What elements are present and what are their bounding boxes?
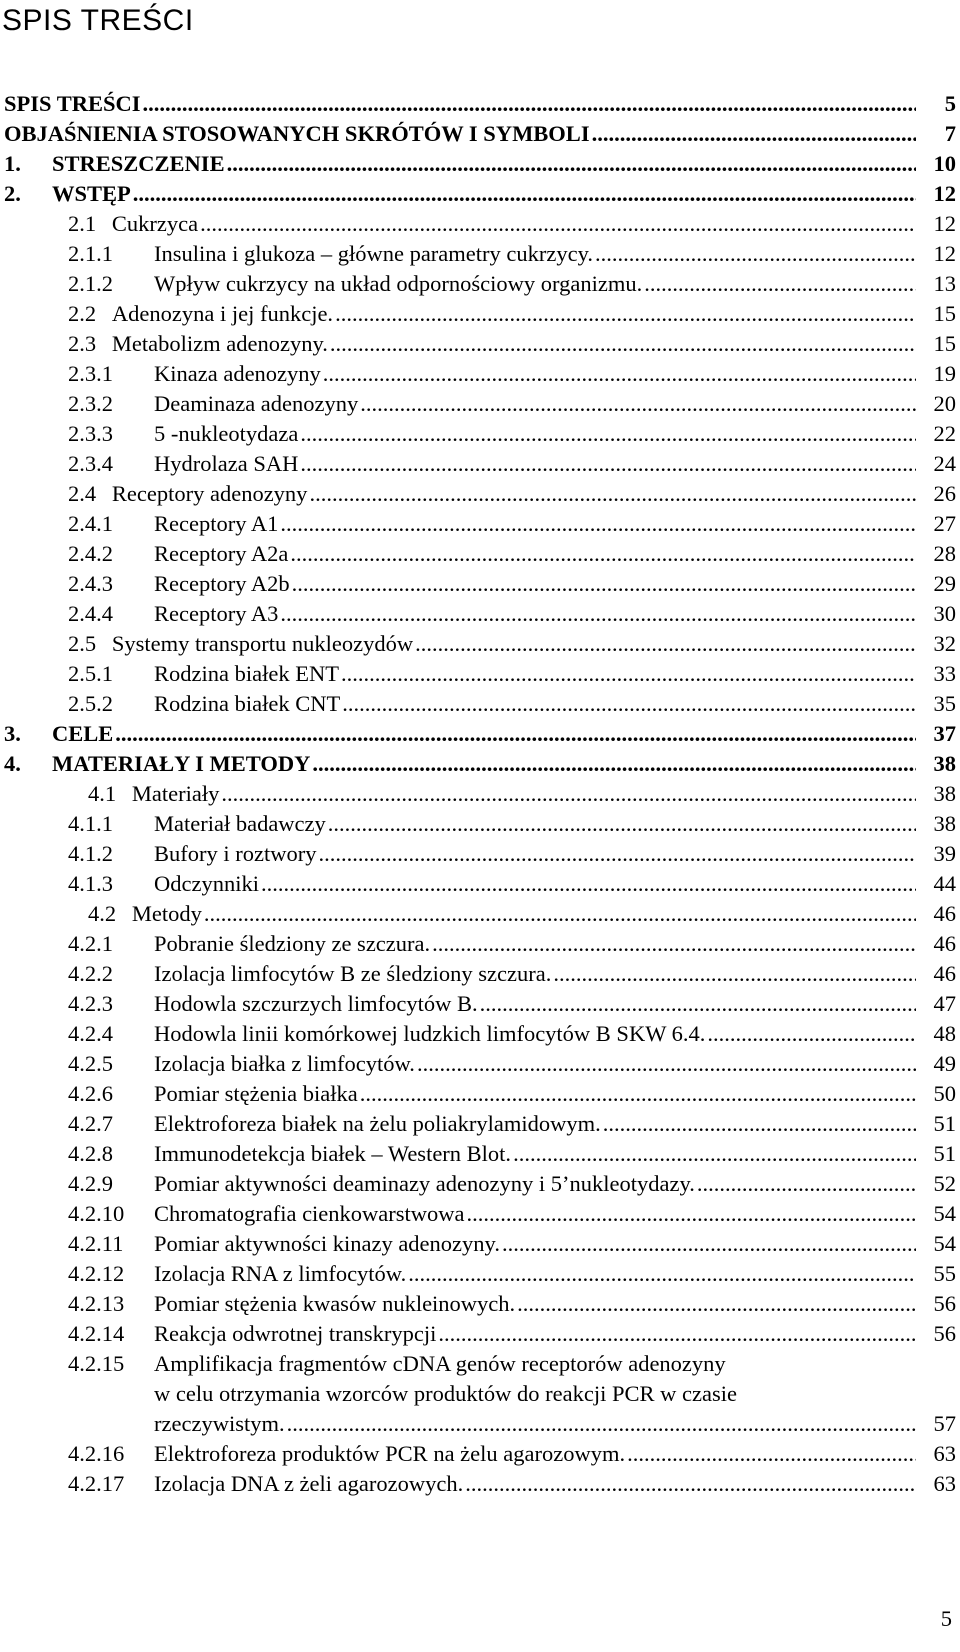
dot-leader: [467, 1199, 916, 1229]
dot-leader: [517, 1289, 916, 1319]
dot-leader: [432, 929, 916, 959]
page-title: SPIS TREŚCI: [2, 4, 194, 37]
toc-entry-number: 2.3.3: [68, 421, 113, 446]
toc-entry-number: 4.2.7: [68, 1111, 113, 1136]
dot-leader: [341, 659, 916, 689]
toc-entry-page: 57: [933, 1411, 956, 1436]
dot-leader: [330, 329, 916, 359]
toc-entry-page: 12: [933, 241, 956, 266]
toc-entry-title: Rodzina białek ENT: [154, 661, 339, 686]
toc-entry[interactable]: [4, 599, 956, 629]
toc-entry[interactable]: [4, 629, 956, 659]
toc-entry-page: 39: [933, 841, 956, 866]
toc-entry-page: 27: [933, 511, 956, 536]
dot-leader: [292, 569, 916, 599]
toc-entry-number: 4.2.11: [68, 1231, 124, 1256]
toc-entry[interactable]: [4, 1439, 956, 1469]
toc-entry-number: 4.2.6: [68, 1081, 113, 1106]
toc-entry-title: Receptory A2a: [154, 541, 289, 566]
toc-entry-title: Metody: [131, 901, 202, 926]
toc-entry-number: 2.2: [68, 301, 97, 326]
toc-entry[interactable]: [4, 1469, 956, 1499]
toc-entry[interactable]: [4, 809, 956, 839]
toc-entry-title: Elektroforeza produktów PCR na żelu agarozowym.: [154, 1441, 626, 1466]
dot-leader: [221, 779, 916, 809]
dot-leader: [143, 89, 916, 119]
toc-entry-page: 56: [933, 1291, 956, 1316]
toc-entry-page: 33: [933, 661, 956, 686]
dot-leader: [323, 359, 916, 389]
toc-entry-number: 2.1.1: [68, 241, 113, 266]
toc-entry-number: 2.4: [68, 481, 97, 506]
dot-leader: [287, 1409, 916, 1439]
dot-leader: [200, 209, 916, 239]
toc-entry-page: 13: [933, 271, 956, 296]
toc-entry-page: 26: [933, 481, 956, 506]
toc-entry[interactable]: [4, 989, 956, 1019]
toc-entry[interactable]: [4, 209, 956, 239]
dot-leader: [415, 629, 916, 659]
toc-entry-page: 52: [933, 1171, 956, 1196]
toc-entry-number: 2.5: [68, 631, 97, 656]
toc-entry-page: 51: [933, 1141, 956, 1166]
toc-entry-number: 1.: [4, 151, 21, 176]
dot-leader: [290, 539, 916, 569]
toc-entry-number: 3.: [4, 721, 21, 746]
toc-entry-page: 55: [933, 1261, 956, 1286]
dot-leader: [553, 959, 916, 989]
toc-entry-page: 46: [933, 961, 956, 986]
toc-entry-number: 4.1.3: [68, 871, 113, 896]
toc-entry-page: 46: [933, 931, 956, 956]
toc-entry-page: 51: [933, 1111, 956, 1136]
toc-entry-page: 29: [933, 571, 956, 596]
dot-leader: [312, 749, 916, 779]
toc-entry-number: 2.4.1: [68, 511, 113, 536]
toc-entry[interactable]: [4, 1169, 956, 1199]
dot-leader: [309, 479, 916, 509]
dot-leader: [707, 1019, 916, 1049]
toc-entry-title: WSTĘP: [52, 181, 131, 206]
toc-entry-page: 12: [933, 181, 956, 206]
toc-entry-number: 4.2.15: [68, 1351, 125, 1376]
toc-entry-number: 4.: [4, 751, 21, 776]
dot-leader: [204, 899, 916, 929]
toc-entry[interactable]: [4, 1379, 956, 1409]
toc-entry-title: Systemy transportu nukleozydów: [111, 631, 414, 656]
dot-leader: [133, 179, 916, 209]
toc-entry[interactable]: [4, 1049, 956, 1079]
toc-entry-title: Pomiar aktywności kinazy adenozyny.: [154, 1231, 500, 1256]
toc-entry[interactable]: [4, 659, 956, 689]
toc-entry-number: 2.4.4: [68, 601, 113, 626]
toc-entry-page: 38: [933, 811, 956, 836]
toc-entry-number: 2.3.1: [68, 361, 113, 386]
toc-entry-page: 46: [933, 901, 956, 926]
dot-leader: [603, 1109, 916, 1139]
dot-leader: [115, 719, 916, 749]
toc-entry-page: 7: [944, 121, 956, 146]
toc-entry-title: Pomiar stężenia białka: [154, 1081, 358, 1106]
toc-entry[interactable]: [4, 1409, 956, 1439]
toc-entry[interactable]: [4, 689, 956, 719]
toc-entry-page: 63: [933, 1441, 956, 1466]
dot-leader: [342, 689, 916, 719]
toc-entry-page: 56: [933, 1321, 956, 1346]
toc-entry-number: 2.5.1: [68, 661, 113, 686]
toc-entry[interactable]: [4, 269, 956, 299]
toc-entry-title: Rodzina białek CNT: [154, 691, 341, 716]
toc-entry-page: 28: [933, 541, 956, 566]
toc-entry-number: 4.2.9: [68, 1171, 113, 1196]
toc-entry-title: Cukrzyca: [111, 211, 199, 236]
toc-entry[interactable]: [4, 119, 956, 149]
toc-entry[interactable]: [4, 1079, 956, 1109]
toc-entry-title: Adenozyna i jej funkcje.: [111, 301, 334, 326]
toc-entry-page: 12: [933, 211, 956, 236]
toc-entry-page: 38: [933, 781, 956, 806]
toc-entry-number: 2.5.2: [68, 691, 113, 716]
toc-entry-title: Hodowla linii komórkowej ludzkich limfocytów B SKW 6.4.: [154, 1021, 706, 1046]
toc-entry-number: 4.1.1: [68, 811, 113, 836]
toc-entry-number: 4.2.5: [68, 1051, 113, 1076]
toc-entry-page: 22: [933, 421, 956, 446]
toc-entry-number: 4.2.2: [68, 961, 113, 986]
toc-entry-number: 4.2.17: [68, 1471, 125, 1496]
toc-entry-title: Amplifikacja fragmentów cDNA genów receptorów adenozyny: [154, 1351, 726, 1376]
dot-leader: [480, 989, 916, 1019]
toc-entry[interactable]: [4, 779, 956, 809]
toc-entry-page: 30: [933, 601, 956, 626]
toc-entry[interactable]: [4, 1259, 956, 1289]
toc-entry[interactable]: [4, 899, 956, 929]
toc-entry-page: 37: [933, 721, 956, 746]
toc-entry-title: Elektroforeza białek na żelu poliakrylamidowym.: [154, 1111, 601, 1136]
toc-entry[interactable]: [4, 479, 956, 509]
toc-entry-page: 38: [933, 751, 956, 776]
dot-leader: [280, 599, 916, 629]
toc-entry-page: 35: [933, 691, 956, 716]
toc-entry[interactable]: [4, 569, 956, 599]
toc-entry-page: 54: [933, 1231, 956, 1256]
toc-entry-title: Receptory adenozyny: [111, 481, 308, 506]
toc-entry-title: Chromatografia cienkowarstwowa: [154, 1201, 465, 1226]
toc-entry-page: 15: [933, 331, 956, 356]
toc-entry-page: 10: [933, 151, 956, 176]
toc-entry-number: 4.2.16: [68, 1441, 125, 1466]
toc-entry-title: OBJAŚNIENIA STOSOWANYCH SKRÓTÓW I SYMBOLI: [4, 121, 590, 146]
toc-entry-title: Pomiar aktywności deaminazy adenozyny i 5’nukleotydazy.: [154, 1171, 695, 1196]
toc-entry[interactable]: [4, 719, 956, 749]
toc-entry-title: MATERIAŁY I METODY: [52, 751, 311, 776]
dot-leader: [465, 1469, 916, 1499]
toc-entry[interactable]: [4, 839, 956, 869]
dot-leader: [438, 1319, 916, 1349]
toc-entry[interactable]: [4, 1229, 956, 1259]
toc-entry-title: Deaminaza adenozyny: [154, 391, 359, 416]
dot-leader: [697, 1169, 916, 1199]
toc-entry-title: Receptory A2b: [154, 571, 290, 596]
dot-leader: [627, 1439, 916, 1469]
toc-entry-number: 4.2.1: [68, 931, 113, 956]
dot-leader: [502, 1229, 916, 1259]
toc-entry-title: Pomiar stężenia kwasów nukleinowych.: [154, 1291, 516, 1316]
dot-leader: [417, 1049, 916, 1079]
toc-entry-number: 2.4.2: [68, 541, 113, 566]
toc-entry-number: 2.1.2: [68, 271, 113, 296]
toc-entry-title: Izolacja RNA z limfocytów.: [154, 1261, 407, 1286]
toc-entry-title: CELE: [52, 721, 114, 746]
toc-entry-number: 4.1: [88, 781, 117, 806]
toc-entry[interactable]: [4, 1349, 956, 1379]
toc-entry-title: Wpływ cukrzycy na układ odpornościowy organizmu.: [154, 271, 643, 296]
toc-entry[interactable]: [4, 359, 956, 389]
toc-entry[interactable]: [4, 239, 956, 269]
toc-entry-page: 15: [933, 301, 956, 326]
toc-entry-title: Metabolizm adenozyny.: [111, 331, 328, 356]
dot-leader: [328, 809, 916, 839]
toc-entry-page: 54: [933, 1201, 956, 1226]
toc-entry[interactable]: [4, 149, 956, 179]
toc-entry-page: 47: [933, 991, 956, 1016]
toc-entry-number: 2.: [4, 181, 21, 206]
toc-entry-number: 4.2.10: [68, 1201, 125, 1226]
toc-entry-page: 63: [933, 1471, 956, 1496]
toc-entry-title: Receptory A1: [154, 511, 279, 536]
toc-entry-title: Pobranie śledziony ze szczura.: [154, 931, 431, 956]
toc-entry[interactable]: [4, 449, 956, 479]
toc-entry[interactable]: [4, 89, 956, 119]
toc-entry-number: 2.3.4: [68, 451, 113, 476]
toc-entry[interactable]: [4, 1319, 956, 1349]
page-number: 5: [940, 1606, 952, 1631]
toc-entry-title: STRESZCZENIE: [52, 151, 225, 176]
dot-leader: [513, 1139, 916, 1169]
toc-entry-number: 4.2.3: [68, 991, 113, 1016]
toc-entry-title: Odczynniki: [154, 871, 259, 896]
toc-entry-title: Receptory A3: [154, 601, 279, 626]
toc-entry-page: 50: [933, 1081, 956, 1106]
toc-entry[interactable]: [4, 299, 956, 329]
toc-entry[interactable]: [4, 179, 956, 209]
toc-entry[interactable]: [4, 929, 956, 959]
toc-entry[interactable]: [4, 509, 956, 539]
toc-entry-title: Bufory i roztwory: [154, 841, 317, 866]
toc-entry-page: 20: [933, 391, 956, 416]
dot-leader: [595, 239, 916, 269]
dot-leader: [300, 419, 916, 449]
toc-entry-title: Kinaza adenozyny: [154, 361, 321, 386]
dot-leader: [360, 1079, 916, 1109]
dot-leader: [227, 149, 916, 179]
toc-entry-page: 5: [944, 91, 956, 116]
toc-entry-title: Hydrolaza SAH: [154, 451, 299, 476]
toc-entry-title: Izolacja limfocytów B ze śledziony szczura.: [154, 961, 552, 986]
toc-entry[interactable]: [4, 389, 956, 419]
toc-entry-title: Reakcja odwrotnej transkrypcji: [154, 1321, 437, 1346]
dot-leader: [408, 1259, 916, 1289]
dot-leader: [318, 839, 916, 869]
toc-entry-title: Izolacja DNA z żeli agarozowych.: [154, 1471, 464, 1496]
toc-entry-number: 4.2.13: [68, 1291, 125, 1316]
toc-entry-number: 4.2.4: [68, 1021, 113, 1046]
dot-leader: [280, 509, 916, 539]
toc-entry-page: 49: [933, 1051, 956, 1076]
toc-entry-title: Hodowla szczurzych limfocytów B.: [154, 991, 478, 1016]
toc-entry-page: 19: [933, 361, 956, 386]
toc-entry-title: SPIS TREŚCI: [4, 91, 141, 116]
toc-entry[interactable]: [4, 749, 956, 779]
dot-leader: [592, 119, 916, 149]
toc-entry[interactable]: [4, 1109, 956, 1139]
toc-entry-number: 2.3: [68, 331, 97, 356]
toc-entry[interactable]: [4, 1019, 956, 1049]
toc-entry-number: 4.2.8: [68, 1141, 113, 1166]
dot-leader: [360, 389, 916, 419]
dot-leader: [300, 449, 916, 479]
toc-entry-number: 4.2.14: [68, 1321, 125, 1346]
toc-entry[interactable]: [4, 1289, 956, 1319]
toc-entry-number: 4.2.12: [68, 1261, 125, 1286]
toc-entry-title: Materiał badawczy: [154, 811, 326, 836]
dot-leader: [644, 269, 916, 299]
toc-entry[interactable]: [4, 539, 956, 569]
toc-entry[interactable]: [4, 1199, 956, 1229]
toc-entry-title: Izolacja białka z limfocytów.: [154, 1051, 415, 1076]
toc-entry-number: 2.4.3: [68, 571, 113, 596]
toc-entry-number: 4.2: [88, 901, 117, 926]
toc-entry[interactable]: [4, 419, 956, 449]
toc-entry-page: 24: [933, 451, 956, 476]
toc-entry-title: rzeczywistym.: [154, 1411, 285, 1436]
toc-entry-title: Materiały: [131, 781, 220, 806]
toc-entry-title: 5 -nukleotydaza: [154, 421, 299, 446]
dot-leader: [335, 299, 916, 329]
toc-entry-page: 32: [933, 631, 956, 656]
toc-entry-title: Immunodetekcja białek – Western Blot.: [154, 1141, 512, 1166]
toc-entry[interactable]: [4, 329, 956, 359]
toc-entry-page: 48: [933, 1021, 956, 1046]
toc-entry[interactable]: [4, 869, 956, 899]
dot-leader: [261, 869, 916, 899]
toc-entry[interactable]: [4, 959, 956, 989]
toc-entry-title: w celu otrzymania wzorców produktów do reakcji PCR w czasie: [154, 1381, 737, 1406]
toc-entry-number: 4.1.2: [68, 841, 113, 866]
toc-entry-number: 2.1: [68, 211, 97, 236]
toc-entry[interactable]: [4, 1139, 956, 1169]
toc-entry-title: Insulina i glukoza – główne parametry cukrzycy.: [154, 241, 594, 266]
toc-entry-page: 44: [933, 871, 956, 896]
toc-entry-number: 2.3.2: [68, 391, 113, 416]
